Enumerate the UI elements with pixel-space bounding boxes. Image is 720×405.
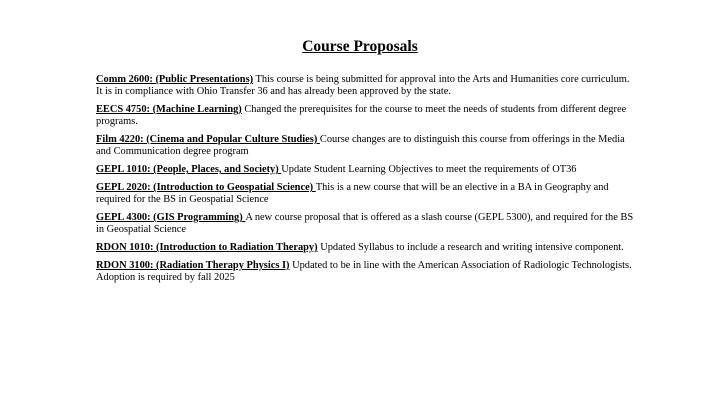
course-description: Changed the prerequisites for the course to meet the needs of students from different degree programs. xyxy=(96,104,627,127)
course-description: This is a new course that will be an elective in a BA in Geography and required for the BS in Geospatial Science xyxy=(96,182,609,205)
course-name: RDON 1010: (Introduction to Radiation Therapy) xyxy=(96,242,318,253)
proposal-item xyxy=(96,104,636,128)
course-description: Update Student Learning Objectives to meet the requirements of OT36 xyxy=(281,164,577,175)
course-description: Course changes are to distinguish this course from offerings in the Media and Communication degree program xyxy=(96,134,625,157)
course-name: EECS 4750: (Machine Learning) xyxy=(96,104,242,115)
proposal-item xyxy=(96,242,636,254)
proposal-list xyxy=(96,74,636,290)
course-description: Updated Syllabus to include a research and writing intensive component. xyxy=(317,242,624,253)
proposal-item xyxy=(96,134,636,158)
proposal-item xyxy=(96,182,636,206)
proposal-item xyxy=(96,212,636,236)
course-name: GEPL 1010: (People, Places, and Society) xyxy=(96,164,282,175)
course-description: This course is being submitted for approval into the Arts and Humanities core curriculum. It is in compliance with Ohio Transfer 36 and has already been approved by the state. xyxy=(96,74,630,97)
page-title: Course Proposals xyxy=(302,38,418,55)
course-name: GEPL 4300: (GIS Programming) xyxy=(96,212,246,223)
proposal-item xyxy=(96,164,636,176)
proposal-item xyxy=(96,74,636,98)
course-name: Film 4220: (Cinema and Popular Culture Studies) xyxy=(96,134,320,145)
course-name: RDON 3100: (Radiation Therapy Physics I) xyxy=(96,260,290,271)
course-name: GEPL 2020: (Introduction to Geospatial Science) xyxy=(96,182,316,193)
course-description: Updated to be in line with the American Association of Radiologic Technologists. Adoption is required by fall 2025 xyxy=(96,260,632,283)
course-name: Comm 2600: (Public Presentations) xyxy=(96,74,254,85)
course-description: A new course proposal that is offered as a slash course (GEPL 5300), and required for the BS in Geospatial Science xyxy=(96,212,634,235)
proposal-item xyxy=(96,260,636,284)
